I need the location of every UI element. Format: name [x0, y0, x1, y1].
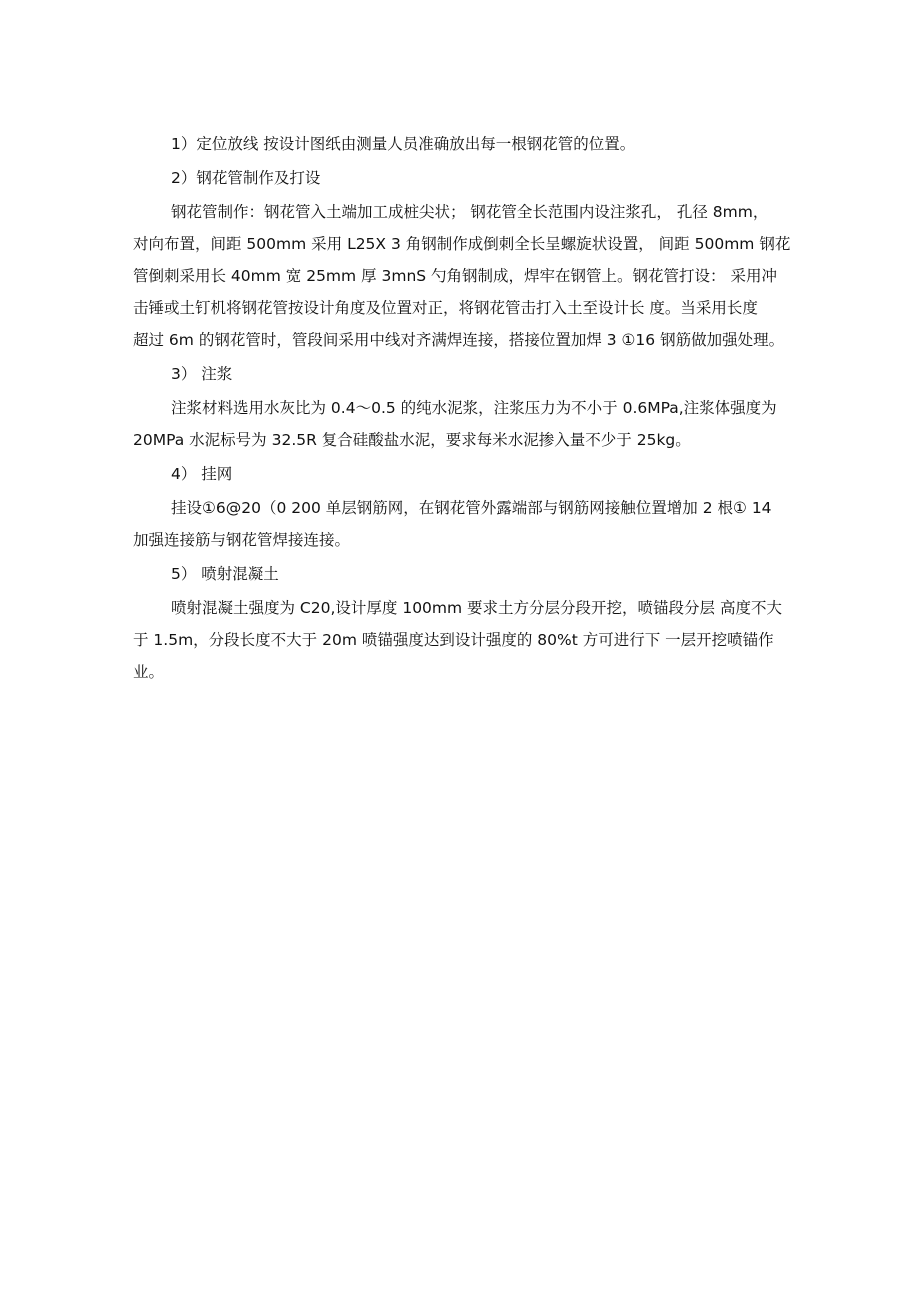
section-2-line-3: 管倒刺采用长 40mm 宽 25mm 厚 3mnS 勺角钢制成，焊牢在钢管上。钢花管打设： 采用冲: [133, 267, 777, 285]
section-5-line-1: 喷射混凝土强度为 C20,设计厚度 100mm 要求土方分层分段开挖，喷锚段分层 高度不大: [171, 599, 782, 617]
section-5-heading: 5） 喷射混凝土: [171, 565, 279, 583]
section-2-heading: 2）钢花管制作及打设: [171, 169, 321, 187]
section-2-line-2: 对向布置，间距 500mm 采用 L25X 3 角钢制作成倒刺全长呈螺旋状设置， 间距 500mm 钢花: [133, 235, 791, 253]
section-4-heading: 4） 挂网: [171, 465, 233, 483]
section-3-line-1: 注浆材料选用水灰比为 0.4～0.5 的纯水泥浆，注浆压力为不小于 0.6MPa,注浆体强度为: [171, 399, 777, 417]
document-body: [133, 130, 833, 683]
section-4-line-2: 加强连接筋与钢花管焊接连接。: [133, 531, 351, 549]
section-4-line-1: 挂设①6@20（0 200 单层钢筋网，在钢花管外露端部与钢筋网接触位置增加 2 根① 14: [171, 499, 772, 517]
section-5-line-2: 于 1.5m，分段长度不大于 20m 喷锚强度达到设计强度的 80%t 方可进行下 一层开挖喷锚作: [133, 631, 774, 649]
section-1-heading: 1）定位放线 按设计图纸由测量人员准确放出每一根钢花管的位置。: [171, 135, 636, 153]
section-3-line-2: 20MPa 水泥标号为 32.5R 复合硅酸盐水泥，要求每米水泥掺入量不少于 25kg。: [133, 431, 691, 449]
section-5-line-3: 业。: [133, 663, 165, 681]
section-2-line-4: 击锤或土钉机将钢花管按设计角度及位置对正，将钢花管击打入土至设计长 度。当采用长度: [133, 299, 758, 317]
section-2-line-5: 超过 6m 的钢花管时，管段间采用中线对齐满焊连接，搭接位置加焊 3 ①16 钢筋做加强处理。: [133, 331, 785, 349]
section-2-line-1: 钢花管制作：钢花管入土端加工成桩尖状； 钢花管全长范围内设注浆孔， 孔径 8mm，: [171, 203, 769, 221]
section-3-heading: 3） 注浆: [171, 365, 233, 383]
